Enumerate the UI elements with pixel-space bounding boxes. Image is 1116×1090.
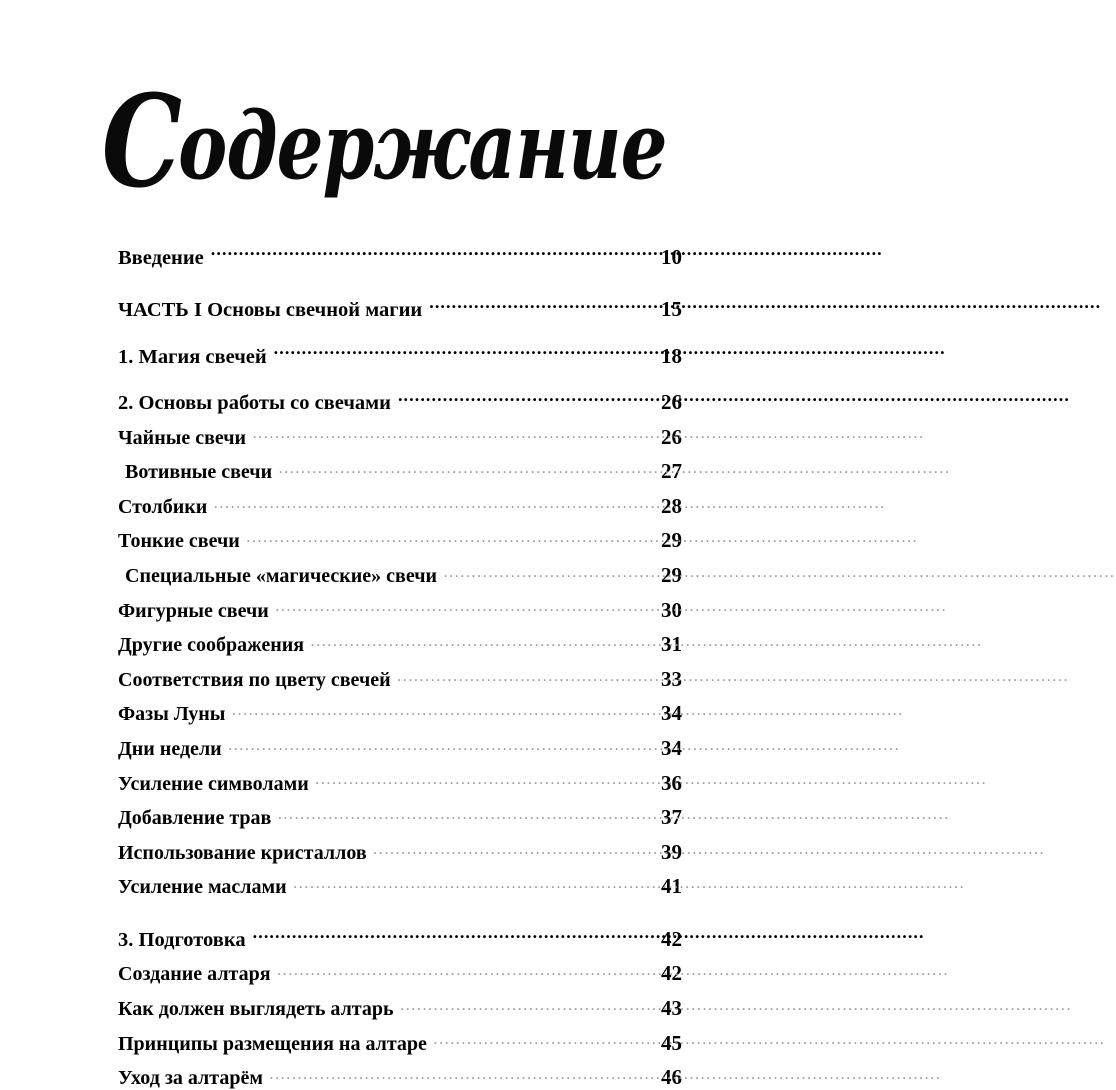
toc-dot-leader bbox=[294, 873, 649, 893]
toc-entry[interactable] bbox=[118, 597, 682, 623]
toc-dot-leader bbox=[214, 493, 649, 513]
toc-entry[interactable] bbox=[118, 342, 682, 369]
toc-entry-page-number: 34 bbox=[661, 735, 682, 760]
toc-dot-leader bbox=[253, 925, 649, 946]
toc-entry-label: Фазы Луны bbox=[118, 703, 226, 726]
toc-entry-label: Вотивные свечи bbox=[125, 461, 273, 484]
toc-dot-leader bbox=[398, 389, 649, 410]
toc-entry-page-number: 31 bbox=[661, 632, 682, 657]
toc-entry-page-number: 37 bbox=[661, 805, 682, 830]
toc-entry-label: Тонкие свечи bbox=[118, 530, 240, 553]
toc-entry-label: Усиление маслами bbox=[118, 876, 287, 899]
toc-entry-page-number: 41 bbox=[661, 874, 682, 899]
toc-entry-page-number: 26 bbox=[661, 390, 682, 414]
toc-entry-label: Чайные свечи bbox=[118, 426, 247, 449]
toc-entry-label: Введение bbox=[118, 246, 204, 269]
toc-entry-page-number: 27 bbox=[661, 459, 682, 484]
toc-dot-leader bbox=[274, 342, 649, 363]
decorative-contents-heading bbox=[101, 65, 667, 216]
toc-dot-leader bbox=[253, 424, 649, 444]
toc-dot-leader bbox=[398, 666, 649, 686]
toc-entry[interactable] bbox=[118, 389, 682, 416]
toc-entry[interactable] bbox=[118, 839, 682, 865]
toc-entry-page-number: 29 bbox=[661, 528, 682, 553]
toc-entry-page-number: 28 bbox=[661, 493, 682, 518]
toc-dot-leader bbox=[279, 458, 649, 478]
toc-entry-list bbox=[118, 243, 682, 1090]
toc-entry[interactable] bbox=[118, 527, 682, 553]
toc-entry-page-number: 45 bbox=[661, 1030, 682, 1055]
toc-entry[interactable] bbox=[118, 995, 682, 1021]
page-title bbox=[0, 65, 768, 216]
toc-entry[interactable] bbox=[118, 458, 682, 484]
toc-entry-page-number: 33 bbox=[661, 666, 682, 691]
toc-entry-label: 2. Основы работы со свечами bbox=[118, 392, 391, 414]
toc-entry-label: Уход за алтарём bbox=[118, 1067, 263, 1090]
toc-entry-label: Дни недели bbox=[118, 737, 222, 760]
toc-entry-label: 1. Магия свечей bbox=[118, 345, 267, 368]
toc-entry-page-number: 36 bbox=[661, 770, 682, 795]
toc-entry-page-number: 42 bbox=[661, 961, 682, 986]
toc-entry[interactable] bbox=[118, 1030, 682, 1056]
toc-entry[interactable] bbox=[118, 666, 682, 692]
toc-entry-page-number: 10 bbox=[661, 244, 682, 269]
page-title-text: одержание bbox=[177, 91, 667, 200]
toc-entry[interactable] bbox=[118, 631, 682, 657]
toc-entry-page-number: 18 bbox=[661, 343, 682, 368]
toc-dot-leader bbox=[278, 804, 649, 824]
toc-entry-label: Соответствия по цвету свечей bbox=[118, 668, 391, 691]
toc-entry[interactable] bbox=[118, 770, 682, 796]
toc-entry-label: Усиление символами bbox=[118, 772, 309, 795]
toc-entry[interactable] bbox=[118, 700, 682, 726]
toc-dot-leader bbox=[434, 1030, 649, 1050]
toc-entry-label: 3. Подготовка bbox=[118, 928, 246, 951]
toc-entry[interactable] bbox=[118, 296, 682, 323]
toc-dot-leader bbox=[276, 597, 649, 617]
toc-entry-label: Столбики bbox=[118, 495, 208, 518]
toc-entry-page-number: 43 bbox=[661, 996, 682, 1020]
toc-entry[interactable] bbox=[118, 960, 682, 986]
toc-entry-label: ЧАСТЬ I Основы свечной магии bbox=[118, 299, 423, 321]
toc-dot-leader bbox=[401, 995, 649, 1015]
toc-entry-label: Создание алтаря bbox=[118, 963, 271, 986]
toc-dot-leader bbox=[270, 1064, 649, 1084]
toc-entry[interactable] bbox=[118, 873, 682, 899]
toc-dot-leader bbox=[316, 770, 649, 790]
toc-entry[interactable] bbox=[118, 424, 682, 450]
toc-dot-leader bbox=[429, 296, 649, 317]
toc-entry-label: Добавление трав bbox=[118, 807, 272, 830]
drop-cap-initial: С bbox=[101, 65, 178, 216]
toc-entry[interactable] bbox=[118, 925, 682, 952]
toc-dot-leader bbox=[247, 527, 649, 547]
toc-dot-leader bbox=[232, 700, 649, 720]
toc-entry-label: Другие соображения bbox=[118, 634, 305, 657]
toc-entry[interactable] bbox=[118, 1064, 682, 1090]
toc-entry-page-number: 34 bbox=[661, 701, 682, 726]
toc-entry-page-number: 46 bbox=[661, 1065, 682, 1090]
toc-entry[interactable] bbox=[118, 493, 682, 519]
toc-entry-label: Использование кристаллов bbox=[118, 841, 367, 864]
toc-entry[interactable] bbox=[118, 804, 682, 830]
toc-entry-label: Как должен выглядеть алтарь bbox=[118, 998, 394, 1020]
toc-entry-label: Фигурные свечи bbox=[118, 599, 269, 622]
toc-dot-leader bbox=[229, 735, 649, 755]
toc-dot-leader bbox=[211, 243, 649, 264]
toc-dot-leader bbox=[444, 562, 649, 582]
toc-entry-page-number: 42 bbox=[661, 926, 682, 951]
toc-entry[interactable] bbox=[118, 735, 682, 761]
toc-entry-label: Специальные «магические» свечи bbox=[125, 564, 438, 587]
toc-dot-leader bbox=[278, 960, 649, 980]
toc-entry[interactable] bbox=[118, 243, 682, 270]
toc-entry-page-number: 15 bbox=[661, 297, 682, 321]
toc-entry-page-number: 30 bbox=[661, 597, 682, 622]
toc-entry[interactable] bbox=[118, 562, 682, 588]
toc-entry-page-number: 29 bbox=[661, 562, 682, 587]
toc-entry-page-number: 26 bbox=[661, 424, 682, 449]
toc-dot-leader bbox=[374, 839, 649, 859]
toc-entry-label: Принципы размещения на алтаре bbox=[118, 1032, 427, 1055]
toc-entry-page-number: 39 bbox=[661, 839, 682, 864]
toc-dot-leader bbox=[311, 631, 649, 651]
